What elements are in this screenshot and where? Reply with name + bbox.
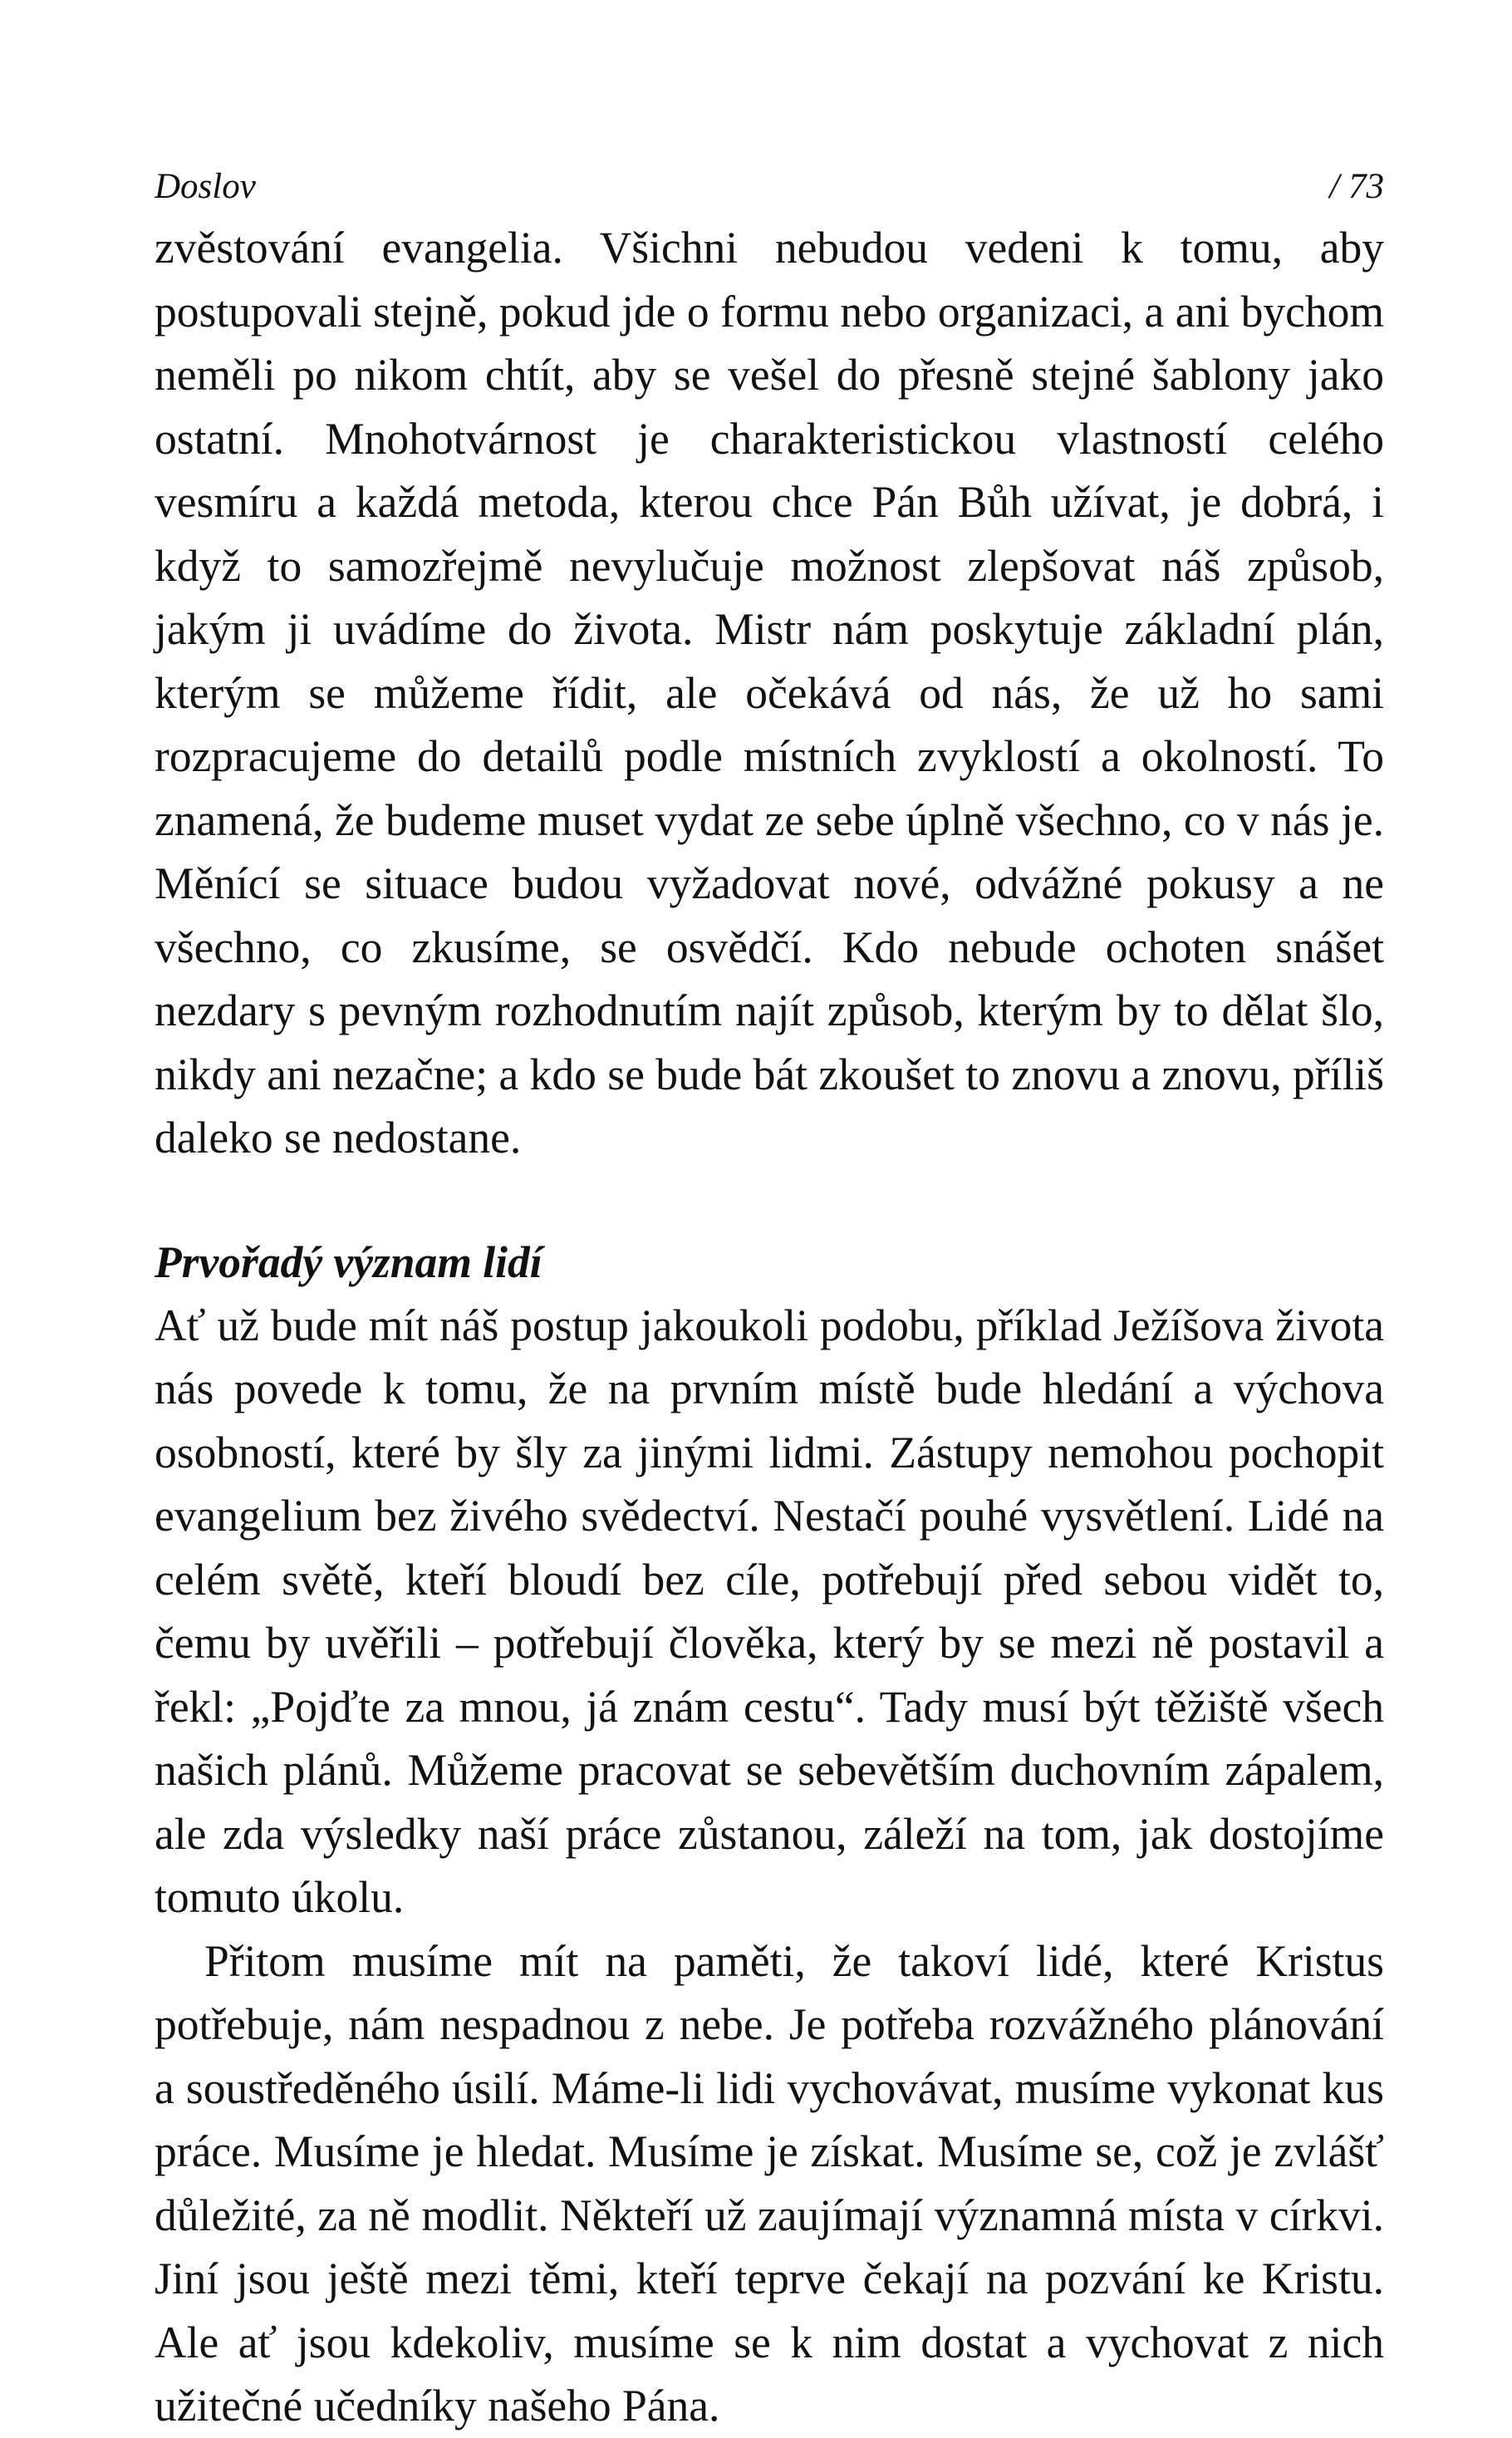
paragraph-indented: Přitom musíme mít na paměti, že takoví lidé, které Kristus potřebuje, nám nespadnou z nebe. Je potřeba rozvážného plánování a soustředěného úsilí. Máme-li lidi vychovávat, musíme vykonat kus práce. Musíme je hledat. Musíme je získat. Musíme se, což je zvlášť důležité, za ně modlit. Někteří už zaujímají významná místa v církvi. Jiní jsou ještě mezi těmi, kteří teprve čekají na pozvání ke Kristu. Ale ať jsou kdekoliv, musíme se k nim dostat a vychovat z nich užitečné učedníky našeho Pána. [155,1935,1384,2431]
body-text [155,216,1384,2438]
running-title: Doslov [155,167,256,206]
running-header [155,166,1384,216]
book-page [155,166,1384,2438]
page-number: / 73 [1329,167,1384,206]
paragraph-section-opening: Ať už bude mít náš postup jakoukoli podobu, příklad Ježíšova života nás povede k tomu, že na prvním místě bude hledání a výchova osobností, které by šly za jinými lidmi. Zástupy nemohou pochopit evangelium bez živého svědectví. Nestačí pouhé vysvětlení. Lidé na celém světě, kteří bloudí bez cíle, potřebují před sebou vidět to, čemu by uvěřili – potřebují člověka, který by se mezi ně postavil a řekl: „Pojďte za mnou, já znám cestu“. Tady musí být těžiště všech našich plánů. Můžeme pracovat se sebevětším duchovním zápalem, ale zda výsledky naší práce zůstanou, záleží na tom, jak dostojíme tomuto úkolu. [155,1300,1384,1922]
paragraph-continuation: zvěstování evangelia. Všichni nebudou vedeni k tomu, aby postupovali stejně, pokud jde o formu nebo organizaci, a ani bychom neměli po nikom chtít, aby se vešel do přesně stejné šablony jako ostatní. Mnohotvárnost je charakteristickou vlastností celého vesmíru a každá metoda, kterou chce Pán Bůh užívat, je dobrá, i když to samozřejmě nevylučuje možnost zlepšovat náš způsob, jakým ji uvádíme do života. Mistr nám poskytuje základní plán, kterým se můžeme řídit, ale očekává od nás, že už ho sami rozpracujeme do detailů podle místních zvyklostí a okolností. To znamená, že budeme muset vydat ze sebe úplně všechno, co v nás je. Měnící se situace budou vyžadovat nové, odvážné pokusy a ne všechno, co zkusíme, se osvědčí. Kdo nebude ochoten snášet nezdary s pevným rozhodnutím najít způsob, kterým by to dělat šlo, nikdy ani nezačne; a kdo se bude bát zkoušet to znovu a znovu, příliš daleko se nedostane. [155,223,1384,1162]
section-heading: Prvořadý význam lidí [155,1236,542,1287]
